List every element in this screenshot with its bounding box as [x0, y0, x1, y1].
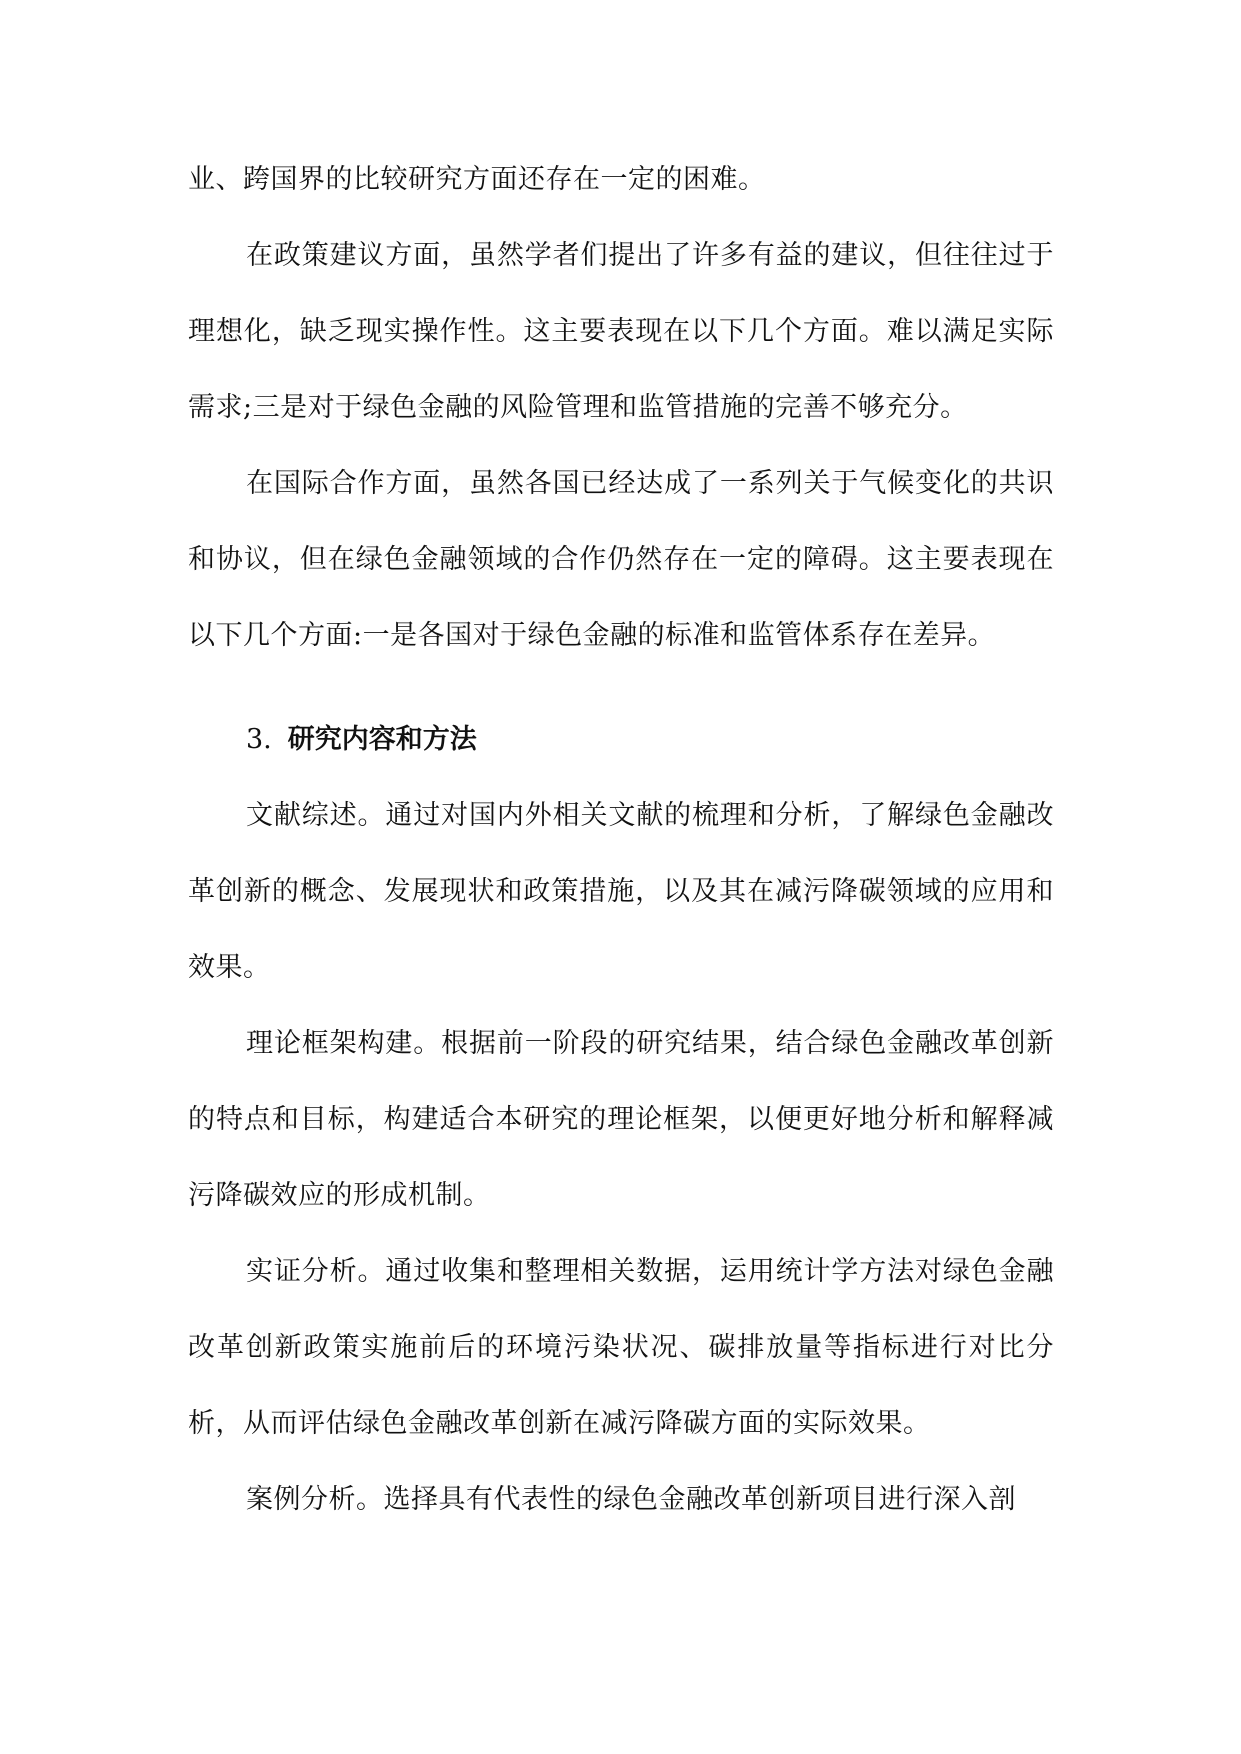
section-heading — [188, 702, 1054, 778]
paragraph-case-analysis: 案例分析。选择具有代表性的绿色金融改革创新项目进行深入剖 — [246, 1484, 1016, 1515]
paragraph-continuation: 业、跨国界的比较研究方面还存在一定的困难。 — [188, 164, 766, 195]
section-title: 研究内容和方法 — [287, 724, 477, 755]
section-number: 3. — [246, 724, 272, 755]
paragraph-literature-review: 文献综述。通过对国内外相关文献的梳理和分析，了解绿色金融改革创新的概念、发展现状和政策措施，以及其在减污降碳领域的应用和效果。 — [188, 800, 1054, 983]
paragraph-international-cooperation: 在国际合作方面，虽然各国已经达成了一系列关于气候变化的共识和协议，但在绿色金融领域的合作仍然存在一定的障碍。这主要表现在以下几个方面:一是各国对于绿色金融的标准和监管体系存在差异。 — [188, 468, 1054, 651]
paragraph-empirical-analysis: 实证分析。通过收集和整理相关数据，运用统计学方法对绿色金融改革创新政策实施前后的环境污染状况、碳排放量等指标进行对比分析，从而评估绿色金融改革创新在减污降碳方面的实际效果。 — [188, 1256, 1054, 1439]
paragraph-policy-suggestions: 在政策建议方面，虽然学者们提出了许多有益的建议，但往往过于理想化，缺乏现实操作性。这主要表现在以下几个方面。难以满足实际需求;三是对于绿色金融的风险管理和监管措施的完善不够充分。 — [188, 240, 1054, 423]
paragraph-theoretical-framework: 理论框架构建。根据前一阶段的研究结果，结合绿色金融改革创新的特点和目标，构建适合本研究的理论框架，以便更好地分析和解释减污降碳效应的形成机制。 — [188, 1028, 1054, 1211]
page-content — [188, 142, 1054, 1538]
